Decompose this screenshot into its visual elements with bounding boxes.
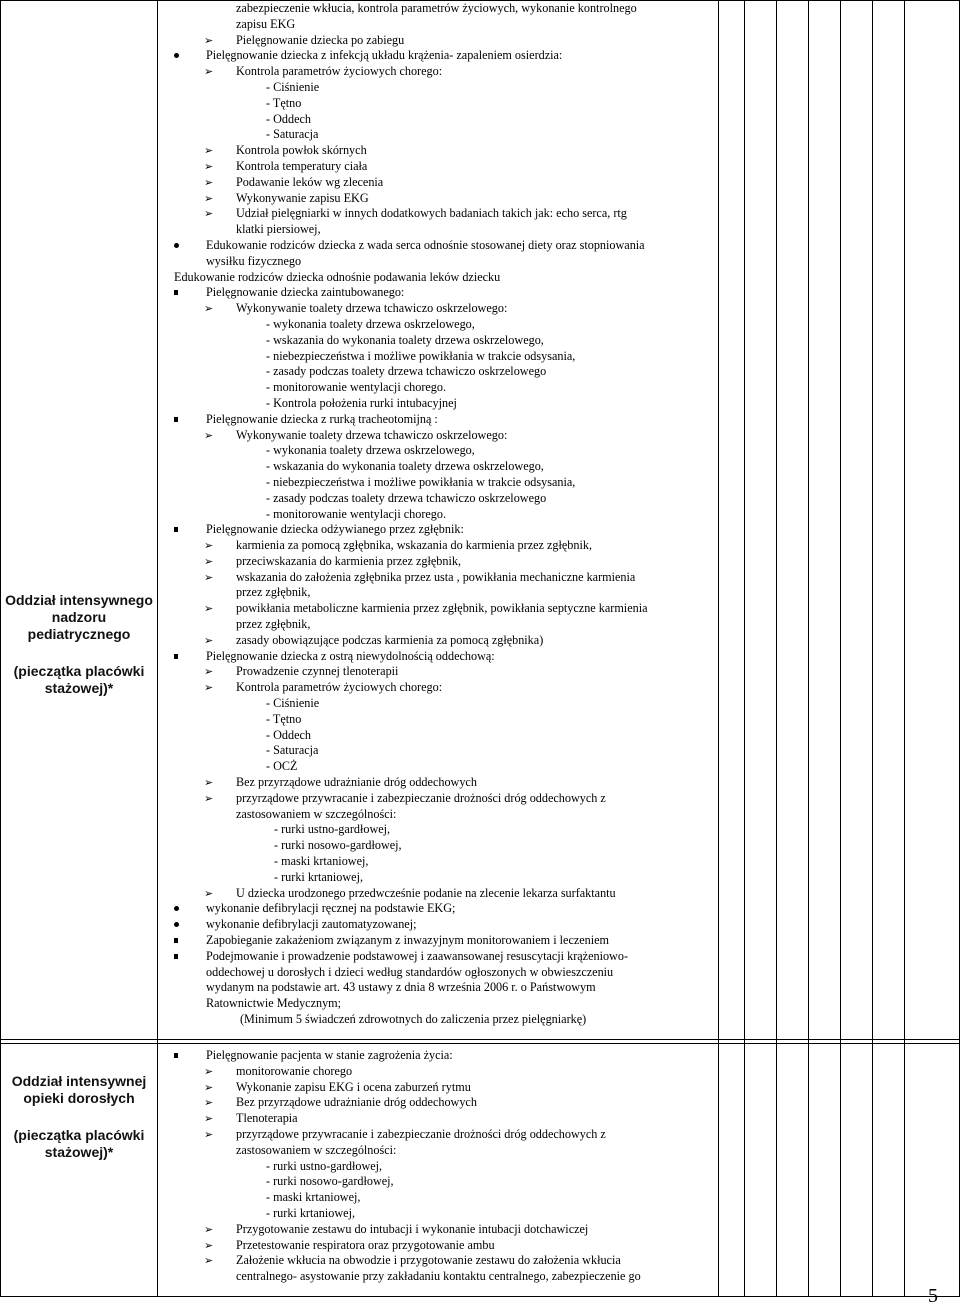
line-text: - rurki nosowo-gardłowej, [266, 1174, 394, 1189]
line-text: Pielęgnowanie dziecka z ostrą niewydolnością oddechową: [206, 648, 495, 663]
arrow-bullet-icon: ➢ [204, 191, 214, 205]
line-text: - Saturacja [266, 127, 319, 142]
content-line [160, 175, 716, 191]
content-line [160, 380, 716, 396]
content-line [160, 33, 716, 49]
stamp-placeholder: (pieczątka placówki stażowej)* [13, 1127, 145, 1160]
col-border-0 [0, 0, 1, 1296]
line-text: - monitorowanie wentylacji chorego. [266, 506, 447, 521]
col-border-4 [776, 0, 777, 1296]
line-text: Kontrola temperatury ciała [236, 158, 368, 173]
content-line [160, 822, 716, 838]
content-line [160, 838, 716, 854]
arrow-bullet-icon: ➢ [204, 33, 214, 47]
content-line [160, 428, 716, 444]
content-line [160, 1127, 716, 1143]
line-text: - wskazania do wykonania toalety drzewa oskrzelowego, [266, 459, 544, 474]
department-name: Oddział intensywnego nadzoru pediatrycznego [5, 592, 153, 642]
arrow-bullet-icon: ➢ [204, 1064, 214, 1078]
line-text: powikłania metaboliczne karmienia przez zgłębnik, powikłania septyczne karmienia [236, 601, 648, 616]
section-adult-content [160, 1048, 716, 1285]
row-divider-2 [0, 1043, 960, 1044]
arrow-bullet-icon: ➢ [204, 144, 214, 158]
department-name: Oddział intensywnej opieki dorosłych [11, 1073, 147, 1106]
content-line [160, 333, 716, 349]
line-text: - maski krtaniowej, [266, 1190, 361, 1205]
bullet-dot-icon [174, 906, 179, 911]
line-text: - zasady podczas toalety drzewa tchawiczo oskrzelowego [266, 364, 547, 379]
line-text: - maski krtaniowej, [274, 854, 369, 869]
line-text: - Oddech [266, 727, 312, 742]
content-line [160, 222, 716, 238]
line-text: - wykonania toalety drzewa oskrzelowego, [266, 443, 475, 458]
content-line [160, 1222, 716, 1238]
content-line [160, 870, 716, 886]
content-line [160, 491, 716, 507]
line-text: - rurki krtaniowej, [274, 869, 364, 884]
line-text: Prowadzenie czynnej tlenoterapii [236, 664, 399, 679]
content-line [160, 949, 716, 965]
content-line [160, 807, 716, 823]
content-line [160, 664, 716, 680]
line-text: przyrządowe przywracanie i zabezpieczanie drożności dróg oddechowych z [236, 790, 606, 805]
line-text: przez zgłębnik, [236, 617, 311, 632]
content-line [160, 1269, 716, 1285]
line-text: przez zgłębnik, [236, 585, 311, 600]
arrow-bullet-icon: ➢ [204, 1080, 214, 1094]
content-line [160, 696, 716, 712]
bullet-square-icon [174, 417, 178, 422]
line-text: - Tętno [266, 95, 302, 110]
line-text: karmienia za pomocą zgłębnika, wskazania do karmienia przez zgłębnik, [236, 538, 592, 553]
line-text: - niebezpieczeństwa i możliwe powikłania w trakcie odsysania, [266, 474, 576, 489]
arrow-bullet-icon: ➢ [204, 1254, 214, 1268]
line-text: Pielęgnowanie pacjenta w stanie zagrożenia życia: [206, 1048, 453, 1062]
content-line [160, 1143, 716, 1159]
bullet-square-icon [174, 654, 178, 659]
line-text: wskazania do założenia zgłębnika przez usta , powikłania mechaniczne karmienia [236, 569, 636, 584]
line-text: przyrządowe przywracanie i zabezpieczanie drożności dróg oddechowych z [236, 1126, 606, 1141]
line-text: - rurki nosowo-gardłowej, [274, 838, 402, 853]
line-text: Założenie wkłucia na obwodzie i przygotowanie zestawu do założenia wkłucia [236, 1253, 621, 1268]
line-text: Kontrola parametrów życiowych chorego: [236, 680, 443, 695]
line-text: - zasady podczas toalety drzewa tchawiczo oskrzelowego [266, 490, 547, 505]
content-line [160, 254, 716, 270]
content-line [160, 1111, 716, 1127]
line-text: Bez przyrządowe udrażnianie dróg oddechowych [236, 1095, 477, 1110]
line-text: Pielęgnowanie dziecka zaintubowanego: [206, 285, 405, 300]
arrow-bullet-icon: ➢ [204, 428, 214, 442]
bullet-dot-icon [174, 53, 179, 58]
col-border-6 [840, 0, 841, 1296]
line-text: - rurki ustno-gardłowej, [274, 822, 391, 837]
line-text: wysiłku fizycznego [206, 253, 302, 268]
line-text: - Saturacja [266, 743, 319, 758]
content-line [160, 775, 716, 791]
content-line [160, 759, 716, 775]
stamp-placeholder: (pieczątka placówki stażowej)* [13, 663, 145, 696]
line-text: - Kontrola położenia rurki intubacyjnej [266, 395, 457, 410]
arrow-bullet-icon: ➢ [204, 776, 214, 790]
arrow-bullet-icon: ➢ [204, 886, 214, 900]
content-line [160, 191, 716, 207]
content-line [160, 285, 716, 301]
content-line [160, 980, 716, 996]
content-line [160, 1206, 716, 1222]
content-line [160, 1095, 716, 1111]
arrow-bullet-icon: ➢ [204, 302, 214, 316]
section-pediatric-content [160, 1, 716, 1028]
line-text: - rurki krtaniowej, [266, 1205, 356, 1220]
content-line [160, 854, 716, 870]
line-text: Pielęgnowanie dziecka po zabiegu [236, 32, 405, 47]
arrow-bullet-icon: ➢ [204, 633, 214, 647]
content-line [160, 301, 716, 317]
bullet-square-icon [174, 1053, 178, 1058]
line-text: monitorowanie chorego [236, 1063, 353, 1078]
content-line [160, 364, 716, 380]
line-text: Przygotowanie zestawu do intubacji i wykonanie intubacji dotchawiczej [236, 1221, 589, 1236]
content-line [160, 317, 716, 333]
content-line [160, 80, 716, 96]
content-line [160, 965, 716, 981]
bullet-square-icon [174, 290, 178, 295]
arrow-bullet-icon: ➢ [204, 570, 214, 584]
line-text: - Ciśnienie [266, 696, 320, 711]
arrow-bullet-icon: ➢ [204, 681, 214, 695]
content-line [160, 1, 716, 17]
line-text: - niebezpieczeństwa i możliwe powikłania w trakcie odsysania, [266, 348, 576, 363]
line-text: Udział pielęgniarki w innych dodatkowych badaniach takich jak: echo serca, rtg [236, 206, 627, 221]
content-line [160, 1253, 716, 1269]
line-text: Podejmowanie i prowadzenie podstawowej i zaawansowanej resuscytacji krążeniowo- [206, 948, 629, 963]
content-line [160, 886, 716, 902]
line-text: Edukowanie rodziców dziecka odnośnie podawania leków dziecku [174, 269, 501, 284]
arrow-bullet-icon: ➢ [204, 159, 214, 173]
content-line [160, 649, 716, 665]
line-text: zasady obowiązujące podczas karmienia za pomocą zgłębnika) [236, 632, 544, 647]
line-text: klatki piersiowej, [236, 222, 321, 237]
bullet-square-icon [174, 527, 178, 532]
content-line [160, 554, 716, 570]
line-text: zabezpieczenie wkłucia, kontrola parametrów życiowych, wykonanie kontrolnego [236, 1, 637, 15]
content-line [160, 159, 716, 175]
content-line [160, 1064, 716, 1080]
table-bottom-border [0, 1296, 960, 1297]
content-line [160, 127, 716, 143]
line-text: Wykonanie zapisu EKG i ocena zaburzeń rytmu [236, 1079, 471, 1094]
content-line [160, 680, 716, 696]
content-line [160, 712, 716, 728]
bullet-square-icon [174, 938, 178, 943]
line-text: Wykonywanie toalety drzewa tchawiczo oskrzelowego: [236, 427, 508, 442]
arrow-bullet-icon: ➢ [204, 791, 214, 805]
line-text: - Oddech [266, 111, 312, 126]
page-number: 5 [928, 1285, 938, 1307]
line-text: - Tętno [266, 711, 302, 726]
col-border-3 [744, 0, 745, 1296]
content-line [160, 1174, 716, 1190]
arrow-bullet-icon: ➢ [204, 207, 214, 221]
content-line [160, 791, 716, 807]
content-line [160, 349, 716, 365]
line-text: Edukowanie rodziców dziecka z wada serca odnośnie stosowanej diety oraz stopniowania [206, 237, 645, 252]
line-text: Pielęgnowanie dziecka z rurką tracheotomijną : [206, 411, 438, 426]
content-line [160, 396, 716, 412]
line-text: - OCŻ [266, 759, 298, 774]
content-line [160, 48, 716, 64]
content-line [160, 475, 716, 491]
content-line [160, 112, 716, 128]
line-text: wykonanie defibrylacji ręcznej na podstawie EKG; [206, 901, 456, 916]
content-line [160, 507, 716, 523]
line-text: Kontrola parametrów życiowych chorego: [236, 64, 443, 79]
line-text: U dziecka urodzonego przedwcześnie podanie na zlecenie lekarza surfaktantu [236, 885, 616, 900]
line-text: wykonanie defibrylacji zautomatyzowanej; [206, 917, 417, 932]
line-text: Kontrola powłok skórnych [236, 143, 367, 158]
department-cell-adult [2, 1073, 156, 1161]
line-text: wydanym na podstawie art. 43 ustawy z dnia 8 września 2006 r. o Państwowym [206, 980, 596, 995]
arrow-bullet-icon: ➢ [204, 1222, 214, 1236]
arrow-bullet-icon: ➢ [204, 1112, 214, 1126]
line-text: (Minimum 5 świadczeń zdrowotnych do zaliczenia przez pielęgniarkę) [240, 1012, 587, 1026]
line-text: Przetestowanie respiratora oraz przygotowanie ambu [236, 1237, 495, 1252]
arrow-bullet-icon: ➢ [204, 665, 214, 679]
content-line [160, 585, 716, 601]
line-text: - wskazania do wykonania toalety drzewa oskrzelowego, [266, 332, 544, 347]
content-line [160, 1159, 716, 1175]
content-line [160, 728, 716, 744]
arrow-bullet-icon: ➢ [204, 1127, 214, 1141]
arrow-bullet-icon: ➢ [204, 602, 214, 616]
line-text: Pielęgnowanie dziecka z infekcją układu krążenia- zapaleniem osierdzia: [206, 48, 563, 63]
line-text: Wykonywanie zapisu EKG [236, 190, 369, 205]
line-text: Tlenoterapia [236, 1111, 298, 1126]
line-text: zapisu EKG [236, 16, 296, 31]
col-border-8 [904, 0, 905, 1296]
content-line [160, 459, 716, 475]
bullet-dot-icon [174, 243, 179, 248]
line-text: zastosowaniem w szczególności: [236, 1142, 397, 1157]
content-line [160, 1238, 716, 1254]
line-text: przeciwskazania do karmienia przez zgłębnik, [236, 553, 462, 568]
bullet-square-icon [174, 954, 178, 959]
content-line [160, 1012, 716, 1028]
arrow-bullet-icon: ➢ [204, 1238, 214, 1252]
line-text: Podawanie leków wg zlecenia [236, 174, 384, 189]
line-text: - Ciśnienie [266, 79, 320, 94]
arrow-bullet-icon: ➢ [204, 175, 214, 189]
content-line [160, 901, 716, 917]
line-text: Bez przyrządowe udrażnianie dróg oddechowych [236, 775, 477, 790]
content-line [160, 1190, 716, 1206]
line-text: Ratownictwie Medycznym; [206, 996, 342, 1011]
arrow-bullet-icon: ➢ [204, 1096, 214, 1110]
line-text: - wykonania toalety drzewa oskrzelowego, [266, 316, 475, 331]
line-text: Wykonywanie toalety drzewa tchawiczo oskrzelowego: [236, 301, 508, 316]
col-border-1 [157, 0, 158, 1296]
content-line [160, 633, 716, 649]
line-text: - monitorowanie wentylacji chorego. [266, 380, 447, 395]
line-text: centralnego- asystowanie przy zakładaniu kontaktu centralnego, zabezpieczenie go [236, 1269, 641, 1284]
content-line [160, 238, 716, 254]
arrow-bullet-icon: ➢ [204, 65, 214, 79]
bullet-dot-icon [174, 922, 179, 927]
content-line [160, 64, 716, 80]
content-line [160, 17, 716, 33]
line-text: - rurki ustno-gardłowej, [266, 1158, 383, 1173]
content-line [160, 933, 716, 949]
content-line [160, 917, 716, 933]
arrow-bullet-icon: ➢ [204, 539, 214, 553]
content-line [160, 443, 716, 459]
content-line [160, 1048, 716, 1064]
department-cell-pediatric [2, 592, 156, 697]
content-line [160, 743, 716, 759]
content-line [160, 522, 716, 538]
line-text: oddechowej u dorosłych i dzieci według standardów ogłoszonych w obwieszczeniu [206, 964, 614, 979]
content-line [160, 570, 716, 586]
col-border-7 [872, 0, 873, 1296]
content-line [160, 96, 716, 112]
content-line [160, 1080, 716, 1096]
row-divider [0, 1039, 960, 1040]
content-line [160, 538, 716, 554]
content-line [160, 143, 716, 159]
line-text: Zapobieganie zakażeniom związanym z inwazyjnym monitorowaniem i leczeniem [206, 933, 610, 948]
arrow-bullet-icon: ➢ [204, 554, 214, 568]
line-text: zastosowaniem w szczególności: [236, 806, 397, 821]
content-line [160, 617, 716, 633]
content-line [160, 270, 716, 286]
content-line [160, 206, 716, 222]
col-border-2 [718, 0, 719, 1296]
line-text: Pielęgnowanie dziecka odżywianego przez zgłębnik: [206, 522, 464, 537]
content-line [160, 601, 716, 617]
content-line [160, 412, 716, 428]
content-line [160, 996, 716, 1012]
col-border-5 [808, 0, 809, 1296]
